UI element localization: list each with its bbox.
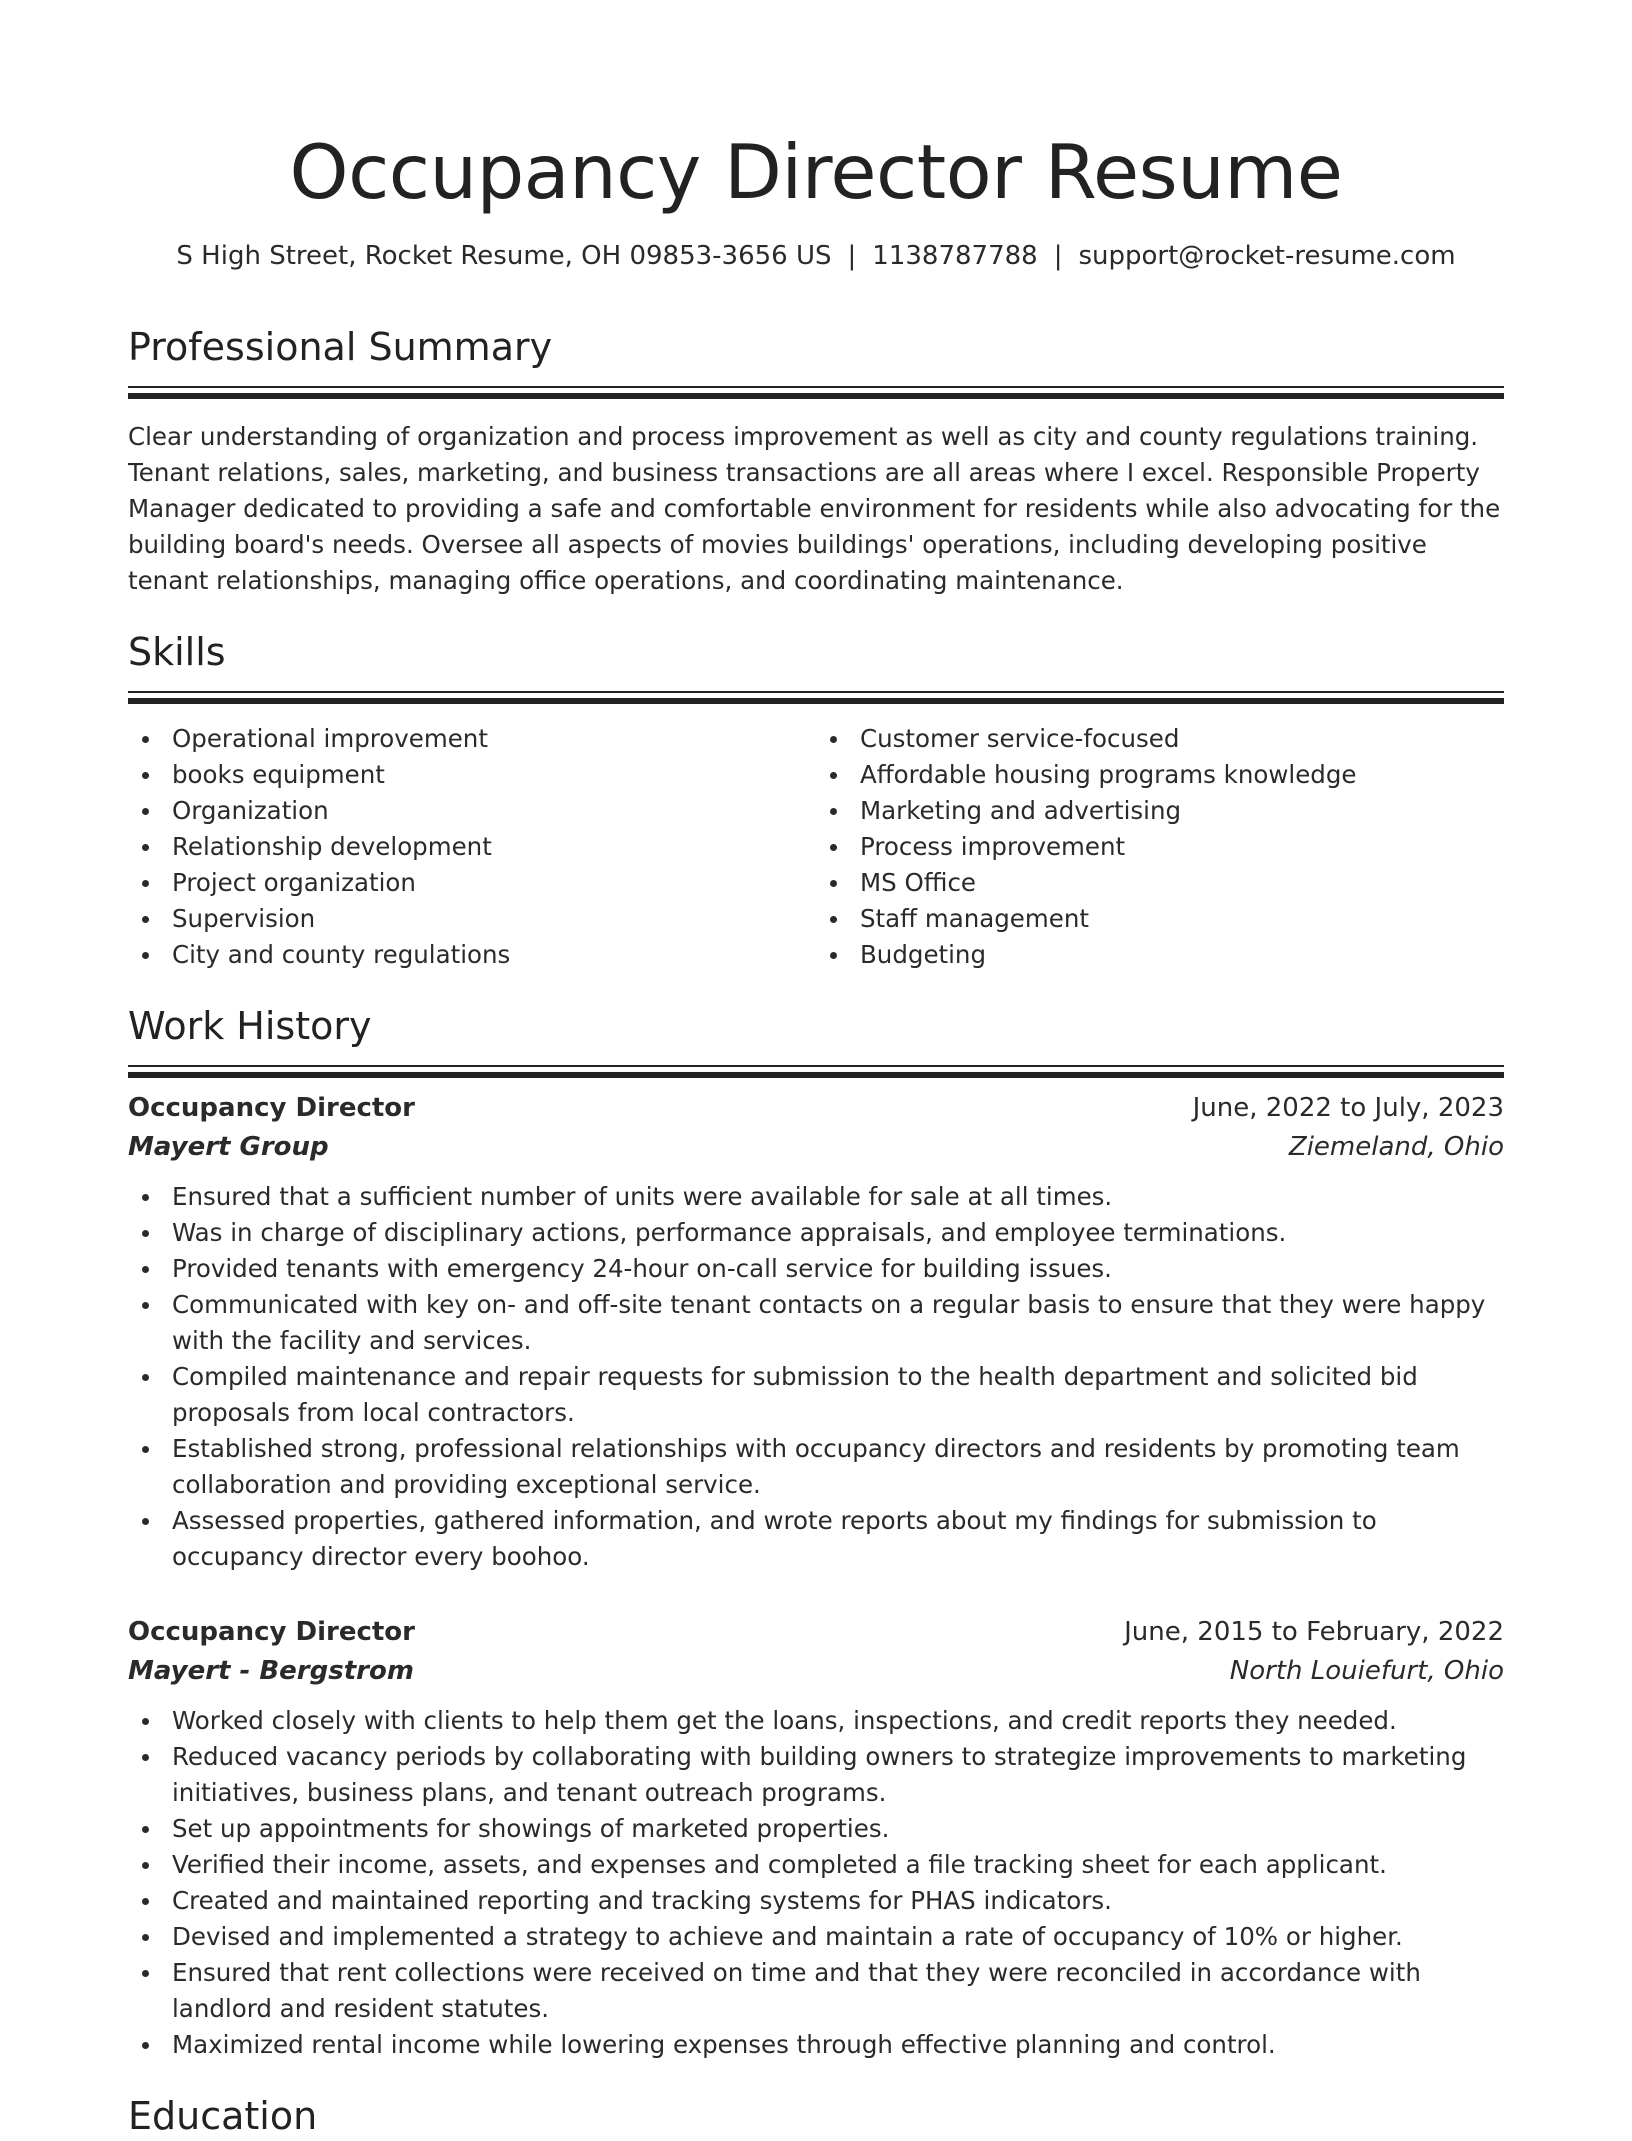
job-company: Mayert - Bergstrom [128,1656,414,1686]
job-bullet: Maximized rental income while lowering expenses through effective planning and control. [172,2027,1504,2063]
skills-column-right [816,721,1504,973]
job-bullet-list [128,1179,1504,1575]
job-bullet: Verified their income, assets, and expenses and completed a file tracking sheet for each applicant. [172,1847,1504,1883]
skill-item: Affordable housing programs knowledge [860,757,1504,793]
job-location: Ziemeland, Ohio [1288,1132,1504,1162]
job-bullet: Devised and implemented a strategy to achieve and maintain a rate of occupancy of 10% or higher. [172,1919,1504,1955]
skills-column-left [128,721,816,973]
job-bullet: Established strong, professional relationships with occupancy directors and residents by promoting team collaboration and providing exceptional service. [172,1431,1504,1503]
summary-text: Clear understanding of organization and process improvement as well as city and county regulations training. Tenant relations, sales, marketing, and business transactions are all areas where I excel. Responsible Property Manager dedicated to providing a safe and comfortable environment for residents while also advocating for the building board's needs. Oversee all aspects of movies buildings' operations, including developing positive tenant relationships, managing office operations, and coordinating maintenance. [128,422,1501,595]
section-heading-skills: Skills [128,630,226,674]
job-entry [128,1613,1504,2063]
contact-separator: | [1053,241,1063,271]
skill-item: Budgeting [860,937,1504,973]
job-company-row [128,1127,1504,1167]
contact-address: S High Street, Rocket Resume, OH 09853-3656 US [176,241,832,271]
job-bullet: Communicated with key on- and off-site tenant contacts on a regular basis to ensure that they were happy with the facility and services. [172,1287,1504,1359]
job-bullet: Provided tenants with emergency 24-hour on-call service for building issues. [172,1251,1504,1287]
job-bullet: Created and maintained reporting and tracking systems for PHAS indicators. [172,1883,1504,1919]
skill-item: City and county regulations [172,937,816,973]
section-heading-work: Work History [128,1004,372,1048]
resume-title: Occupancy Director Resume [289,128,1343,216]
contact-email[interactable]: support@rocket-resume.com [1078,241,1456,271]
job-header-row [128,1613,1504,1651]
job-bullet-list [128,1703,1504,2063]
skill-item: Organization [172,793,816,829]
skill-item: Project organization [172,865,816,901]
skills-section [128,627,1504,973]
section-divider [128,1065,1504,1067]
section-heading-education: Education [128,2094,318,2138]
skill-item: Supervision [172,901,816,937]
section-divider [128,691,1504,693]
contact-line [128,238,1504,274]
resume-page [128,0,1504,2141]
skill-item: books equipment [172,757,816,793]
skills-grid [128,721,1504,973]
job-company: Mayert Group [128,1132,329,1162]
job-title: Occupancy Director [128,1617,415,1647]
skill-item: Process improvement [860,829,1504,865]
job-entry [128,1089,1504,1575]
job-bullet: Ensured that rent collections were received on time and that they were reconciled in accordance with landlord and resident statutes. [172,1955,1504,2027]
skill-item: Marketing and advertising [860,793,1504,829]
job-title: Occupancy Director [128,1093,415,1123]
education-section [128,2091,1504,2141]
skill-item: Staff management [860,901,1504,937]
job-bullet: Ensured that a sufficient number of units were available for sale at all times. [172,1179,1504,1215]
job-location: North Louiefurt, Ohio [1229,1656,1504,1686]
job-bullet: Worked closely with clients to help them get the loans, inspections, and credit reports they needed. [172,1703,1504,1739]
job-bullet: Compiled maintenance and repair requests for submission to the health department and solicited bid proposals from local contractors. [172,1359,1504,1431]
job-bullet: Was in charge of disciplinary actions, performance appraisals, and employee terminations. [172,1215,1504,1251]
work-history-section [128,1001,1504,2063]
job-bullet: Assessed properties, gathered information, and wrote reports about my findings for submission to occupancy director every boohoo. [172,1503,1504,1575]
job-bullet: Reduced vacancy periods by collaborating with building owners to strategize improvements to marketing initiatives, business plans, and tenant outreach programs. [172,1739,1504,1811]
skill-item: Relationship development [172,829,816,865]
job-company-row [128,1651,1504,1691]
skill-item: Customer service-focused [860,721,1504,757]
job-dates: June, 2022 to July, 2023 [1192,1093,1504,1123]
contact-phone: 1138787788 [872,241,1038,271]
skill-item: Operational improvement [172,721,816,757]
contact-separator: | [847,241,857,271]
job-dates: June, 2015 to February, 2022 [1124,1617,1504,1647]
job-bullet: Set up appointments for showings of marketed properties. [172,1811,1504,1847]
job-header-row [128,1089,1504,1127]
section-divider [128,386,1504,388]
section-heading-summary: Professional Summary [128,325,553,369]
skill-item: MS Office [860,865,1504,901]
professional-summary-section [128,322,1504,599]
